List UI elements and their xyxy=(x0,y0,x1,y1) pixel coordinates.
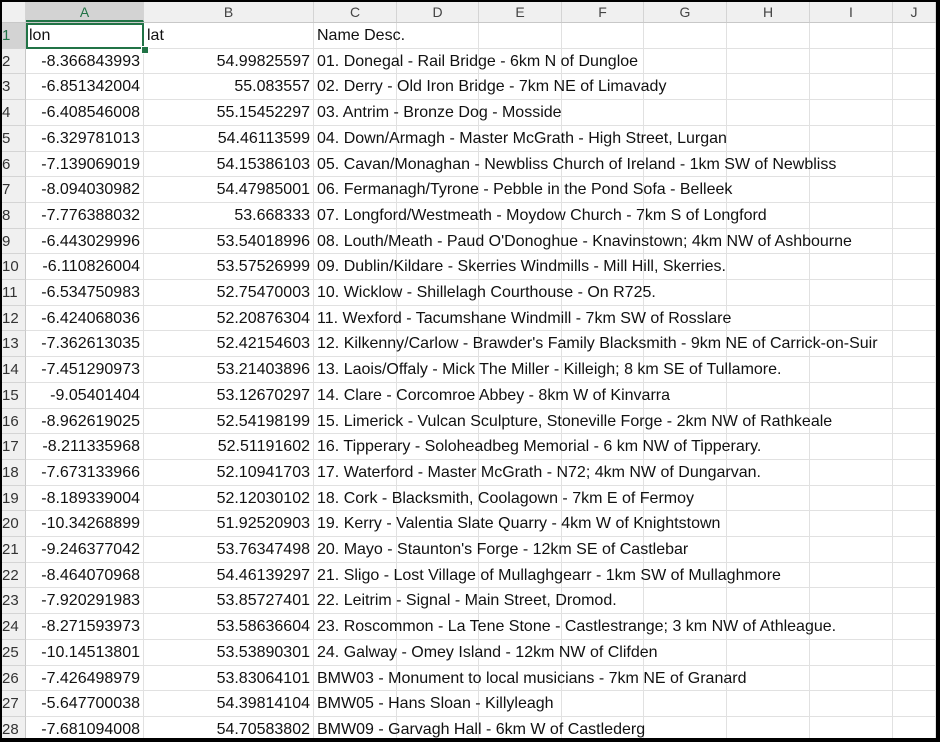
empty-cell[interactable] xyxy=(644,588,727,614)
empty-cell[interactable] xyxy=(810,306,893,331)
column-header-j[interactable]: J xyxy=(893,2,936,22)
cell-a[interactable]: -8.962619025 xyxy=(26,409,144,434)
cell-c[interactable]: 02. Derry - Old Iron Bridge - 7km NE of Limavady xyxy=(314,74,397,100)
empty-cell[interactable] xyxy=(810,280,893,306)
column-header-f[interactable]: F xyxy=(562,2,644,22)
cell-a[interactable]: -7.681094008 xyxy=(26,717,144,738)
row-header[interactable]: 9 xyxy=(2,229,26,254)
cell-b[interactable]: 52.20876304 xyxy=(144,306,314,331)
cell-b[interactable]: 53.21403896 xyxy=(144,357,314,383)
empty-cell[interactable] xyxy=(727,691,810,717)
empty-cell[interactable] xyxy=(810,100,893,126)
cell-c[interactable]: 05. Cavan/Monaghan - Newbliss Church of Ireland - 1km SW of Newbliss xyxy=(314,152,397,177)
cell-c[interactable]: 20. Mayo - Staunton's Forge - 12km SE of Castlebar xyxy=(314,537,397,563)
cell-b[interactable]: 53.54018996 xyxy=(144,229,314,254)
cell-b[interactable]: 54.39814104 xyxy=(144,691,314,717)
empty-cell[interactable] xyxy=(893,306,936,331)
empty-cell[interactable] xyxy=(893,254,936,280)
empty-cell[interactable] xyxy=(727,306,810,331)
empty-cell[interactable] xyxy=(893,126,936,152)
empty-cell[interactable] xyxy=(893,383,936,409)
cell-a[interactable]: -10.14513801 xyxy=(26,640,144,666)
row-header[interactable]: 15 xyxy=(2,383,26,409)
empty-cell[interactable] xyxy=(727,49,810,74)
cell-a[interactable]: -8.189339004 xyxy=(26,486,144,511)
cell-c[interactable]: 16. Tipperary - Soloheadbeg Memorial - 6 km NW of Tipperary. xyxy=(314,434,397,460)
empty-cell[interactable] xyxy=(562,23,644,49)
empty-cell[interactable] xyxy=(893,203,936,229)
empty-cell[interactable] xyxy=(644,23,727,49)
empty-cell[interactable] xyxy=(893,434,936,460)
row-header[interactable]: 13 xyxy=(2,331,26,357)
cell-a[interactable]: -8.271593973 xyxy=(26,614,144,640)
empty-cell[interactable] xyxy=(644,691,727,717)
cell-b[interactable]: 53.85727401 xyxy=(144,588,314,614)
row-header[interactable]: 6 xyxy=(2,152,26,177)
empty-cell[interactable] xyxy=(727,100,810,126)
cell-c[interactable]: 21. Sligo - Lost Village of Mullaghgearr - 1km SW of Mullaghmore xyxy=(314,563,397,588)
cell-b[interactable]: 52.75470003 xyxy=(144,280,314,306)
row-header[interactable]: 19 xyxy=(2,486,26,511)
cell-a[interactable]: -8.366843993 xyxy=(26,49,144,74)
empty-cell[interactable] xyxy=(479,23,562,49)
empty-cell[interactable] xyxy=(893,100,936,126)
empty-cell[interactable] xyxy=(810,357,893,383)
empty-cell[interactable] xyxy=(810,588,893,614)
row-header[interactable]: 5 xyxy=(2,126,26,152)
cell-c[interactable]: 01. Donegal - Rail Bridge - 6km N of Dungloe xyxy=(314,49,397,74)
row-header[interactable]: 21 xyxy=(2,537,26,563)
cell-b[interactable]: 54.70583802 xyxy=(144,717,314,738)
empty-cell[interactable] xyxy=(727,511,810,537)
cell-c[interactable]: 07. Longford/Westmeath - Moydow Church - 7km S of Longford xyxy=(314,203,397,229)
empty-cell[interactable] xyxy=(893,486,936,511)
empty-cell[interactable] xyxy=(644,49,727,74)
cell-c[interactable]: BMW09 - Garvagh Hall - 6km W of Castlederg xyxy=(314,717,397,738)
cell-b[interactable]: 55.15452297 xyxy=(144,100,314,126)
empty-cell[interactable] xyxy=(727,537,810,563)
cell-b[interactable]: 52.10941703 xyxy=(144,460,314,486)
empty-cell[interactable] xyxy=(810,203,893,229)
cell-c[interactable]: 12. Kilkenny/Carlow - Brawder's Family Blacksmith - 9km NE of Carrick-on-Suir xyxy=(314,331,397,357)
empty-cell[interactable] xyxy=(727,254,810,280)
empty-cell[interactable] xyxy=(893,280,936,306)
empty-cell[interactable] xyxy=(893,331,936,357)
cell-b[interactable]: 53.76347498 xyxy=(144,537,314,563)
cell-b[interactable]: 54.46139297 xyxy=(144,563,314,588)
empty-cell[interactable] xyxy=(893,666,936,691)
empty-cell[interactable] xyxy=(893,357,936,383)
row-header[interactable]: 20 xyxy=(2,511,26,537)
cell-b[interactable]: 54.47985001 xyxy=(144,177,314,203)
empty-cell[interactable] xyxy=(893,409,936,434)
cell-b[interactable]: 51.92520903 xyxy=(144,511,314,537)
empty-cell[interactable] xyxy=(397,23,479,49)
cell-a[interactable]: -5.647700038 xyxy=(26,691,144,717)
row-header[interactable]: 14 xyxy=(2,357,26,383)
cell-b[interactable]: 52.12030102 xyxy=(144,486,314,511)
column-header-i[interactable]: I xyxy=(810,2,893,22)
cell-a[interactable]: -9.246377042 xyxy=(26,537,144,563)
cell-c[interactable]: 22. Leitrim - Signal - Main Street, Dromod. xyxy=(314,588,397,614)
cell-a[interactable]: -6.424068036 xyxy=(26,306,144,331)
cell-a[interactable]: -9.05401404 xyxy=(26,383,144,409)
row-header[interactable]: 17 xyxy=(2,434,26,460)
empty-cell[interactable] xyxy=(810,23,893,49)
row-header[interactable]: 12 xyxy=(2,306,26,331)
cell-a[interactable]: -7.673133966 xyxy=(26,460,144,486)
row-header[interactable]: 10 xyxy=(2,254,26,280)
row-header[interactable]: 25 xyxy=(2,640,26,666)
column-header-c[interactable]: C xyxy=(314,2,397,22)
empty-cell[interactable] xyxy=(810,460,893,486)
empty-cell[interactable] xyxy=(810,434,893,460)
empty-cell[interactable] xyxy=(562,691,644,717)
cell-c[interactable]: BMW05 - Hans Sloan - Killyleagh xyxy=(314,691,397,717)
cell-a[interactable]: -6.534750983 xyxy=(26,280,144,306)
spreadsheet-grid xyxy=(2,2,936,738)
cell-b[interactable]: 52.51191602 xyxy=(144,434,314,460)
empty-cell[interactable] xyxy=(893,152,936,177)
cell-a[interactable]: -7.776388032 xyxy=(26,203,144,229)
column-header-a[interactable]: A xyxy=(26,2,144,22)
row-header[interactable]: 22 xyxy=(2,563,26,588)
cell-a[interactable]: -7.426498979 xyxy=(26,666,144,691)
empty-cell[interactable] xyxy=(893,23,936,49)
cell-a[interactable]: -6.329781013 xyxy=(26,126,144,152)
cell-b[interactable]: lat xyxy=(144,23,314,49)
empty-cell[interactable] xyxy=(893,74,936,100)
empty-cell[interactable] xyxy=(727,126,810,152)
empty-cell[interactable] xyxy=(893,177,936,203)
column-header-b[interactable]: B xyxy=(144,2,314,22)
empty-cell[interactable] xyxy=(727,588,810,614)
cell-c[interactable]: 15. Limerick - Vulcan Sculpture, Stoneville Forge - 2km NW of Rathkeale xyxy=(314,409,397,434)
empty-cell[interactable] xyxy=(727,640,810,666)
cell-c[interactable]: 08. Louth/Meath - Paud O'Donoghue - Knavinstown; 4km NW of Ashbourne xyxy=(314,229,397,254)
cell-a[interactable]: -7.920291983 xyxy=(26,588,144,614)
empty-cell[interactable] xyxy=(893,588,936,614)
empty-cell[interactable] xyxy=(727,717,810,738)
select-all-corner[interactable] xyxy=(2,2,26,22)
row-header[interactable]: 7 xyxy=(2,177,26,203)
empty-cell[interactable] xyxy=(644,717,727,738)
cell-c[interactable]: 17. Waterford - Master McGrath - N72; 4km NW of Dungarvan. xyxy=(314,460,397,486)
cell-b[interactable]: 53.12670297 xyxy=(144,383,314,409)
empty-cell[interactable] xyxy=(893,640,936,666)
column-header-g[interactable]: G xyxy=(644,2,727,22)
cell-c[interactable]: 19. Kerry - Valentia Slate Quarry - 4km W of Knightstown xyxy=(314,511,397,537)
empty-cell[interactable] xyxy=(893,614,936,640)
empty-cell[interactable] xyxy=(810,717,893,738)
empty-cell[interactable] xyxy=(810,537,893,563)
empty-cell[interactable] xyxy=(893,563,936,588)
empty-cell[interactable] xyxy=(893,460,936,486)
cell-c[interactable]: Name Desc. xyxy=(314,23,397,49)
empty-cell[interactable] xyxy=(727,74,810,100)
row-header[interactable]: 27 xyxy=(2,691,26,717)
empty-cell[interactable] xyxy=(727,383,810,409)
fill-handle[interactable] xyxy=(141,46,149,54)
cell-a[interactable]: -7.451290973 xyxy=(26,357,144,383)
empty-cell[interactable] xyxy=(810,49,893,74)
cell-b[interactable]: 52.42154603 xyxy=(144,331,314,357)
empty-cell[interactable] xyxy=(727,23,810,49)
cell-a[interactable]: -8.464070968 xyxy=(26,563,144,588)
empty-cell[interactable] xyxy=(644,280,727,306)
empty-cell[interactable] xyxy=(893,717,936,738)
empty-cell[interactable] xyxy=(810,126,893,152)
row-header[interactable]: 28 xyxy=(2,717,26,738)
cell-b[interactable]: 54.46113599 xyxy=(144,126,314,152)
row-header[interactable]: 16 xyxy=(2,409,26,434)
column-header-bar xyxy=(2,2,936,23)
column-header-e[interactable]: E xyxy=(479,2,562,22)
cell-c[interactable]: 18. Cork - Blacksmith, Coolagown - 7km E of Fermoy xyxy=(314,486,397,511)
empty-cell[interactable] xyxy=(810,563,893,588)
cell-a[interactable]: -7.139069019 xyxy=(26,152,144,177)
cell-a[interactable]: -7.362613035 xyxy=(26,331,144,357)
row-header[interactable]: 26 xyxy=(2,666,26,691)
cell-b[interactable]: 53.53890301 xyxy=(144,640,314,666)
empty-cell[interactable] xyxy=(810,666,893,691)
cell-b[interactable]: 54.15386103 xyxy=(144,152,314,177)
empty-cell[interactable] xyxy=(562,100,644,126)
empty-cell[interactable] xyxy=(893,229,936,254)
empty-cell[interactable] xyxy=(810,691,893,717)
cell-b[interactable]: 52.54198199 xyxy=(144,409,314,434)
row-header[interactable]: 3 xyxy=(2,74,26,100)
cell-b[interactable]: 54.99825597 xyxy=(144,49,314,74)
cell-a[interactable]: -6.110826004 xyxy=(26,254,144,280)
empty-cell[interactable] xyxy=(644,100,727,126)
row-header[interactable]: 8 xyxy=(2,203,26,229)
cell-b[interactable]: 53.58636604 xyxy=(144,614,314,640)
cell-a[interactable]: -6.443029996 xyxy=(26,229,144,254)
empty-cell[interactable] xyxy=(893,511,936,537)
empty-cell[interactable] xyxy=(810,177,893,203)
cell-a[interactable]: -6.408546008 xyxy=(26,100,144,126)
cell-a[interactable]: -6.851342004 xyxy=(26,74,144,100)
cell-c[interactable]: 09. Dublin/Kildare - Skerries Windmills - Mill Hill, Skerries. xyxy=(314,254,397,280)
cell-a[interactable]: lon xyxy=(26,23,144,49)
cell-c[interactable]: 13. Laois/Offaly - Mick The Miller - Killeigh; 8 km SE of Tullamore. xyxy=(314,357,397,383)
column-header-d[interactable]: D xyxy=(397,2,479,22)
cell-b[interactable]: 53.57526999 xyxy=(144,254,314,280)
empty-cell[interactable] xyxy=(727,177,810,203)
cell-c[interactable]: 04. Down/Armagh - Master McGrath - High Street, Lurgan xyxy=(314,126,397,152)
empty-cell[interactable] xyxy=(810,511,893,537)
cell-c[interactable]: 14. Clare - Corcomroe Abbey - 8km W of Kinvarra xyxy=(314,383,397,409)
cell-c[interactable]: 10. Wicklow - Shillelagh Courthouse - On R725. xyxy=(314,280,397,306)
cell-c[interactable]: 06. Fermanagh/Tyrone - Pebble in the Pond Sofa - Belleek xyxy=(314,177,397,203)
row-header[interactable]: 11 xyxy=(2,280,26,306)
column-header-h[interactable]: H xyxy=(727,2,810,22)
row-header[interactable]: 23 xyxy=(2,588,26,614)
cell-c[interactable]: 03. Antrim - Bronze Dog - Mosside xyxy=(314,100,397,126)
empty-cell[interactable] xyxy=(810,383,893,409)
empty-cell[interactable] xyxy=(893,537,936,563)
empty-cell[interactable] xyxy=(727,280,810,306)
cell-a[interactable]: -8.211335968 xyxy=(26,434,144,460)
cell-c[interactable]: 23. Roscommon - La Tene Stone - Castlestrange; 3 km NW of Athleague. xyxy=(314,614,397,640)
row-header[interactable]: 2 xyxy=(2,49,26,74)
cell-b[interactable]: 53.83064101 xyxy=(144,666,314,691)
row-header[interactable]: 24 xyxy=(2,614,26,640)
empty-cell[interactable] xyxy=(727,486,810,511)
empty-cell[interactable] xyxy=(810,640,893,666)
empty-cell[interactable] xyxy=(810,74,893,100)
cell-c[interactable]: 24. Galway - Omey Island - 12km NW of Clifden xyxy=(314,640,397,666)
empty-cell[interactable] xyxy=(810,254,893,280)
cell-a[interactable]: -8.094030982 xyxy=(26,177,144,203)
cell-c[interactable]: BMW03 - Monument to local musicians - 7km NE of Granard xyxy=(314,666,397,691)
cell-b[interactable]: 55.083557 xyxy=(144,74,314,100)
row-header[interactable]: 18 xyxy=(2,460,26,486)
cell-a[interactable]: -10.34268899 xyxy=(26,511,144,537)
cell-b[interactable]: 53.668333 xyxy=(144,203,314,229)
cell-c[interactable]: 11. Wexford - Tacumshane Windmill - 7km SW of Rosslare xyxy=(314,306,397,331)
empty-cell[interactable] xyxy=(810,486,893,511)
empty-cell[interactable] xyxy=(893,49,936,74)
empty-cell[interactable] xyxy=(893,691,936,717)
row-header[interactable]: 1 xyxy=(2,23,26,49)
row-header[interactable]: 4 xyxy=(2,100,26,126)
